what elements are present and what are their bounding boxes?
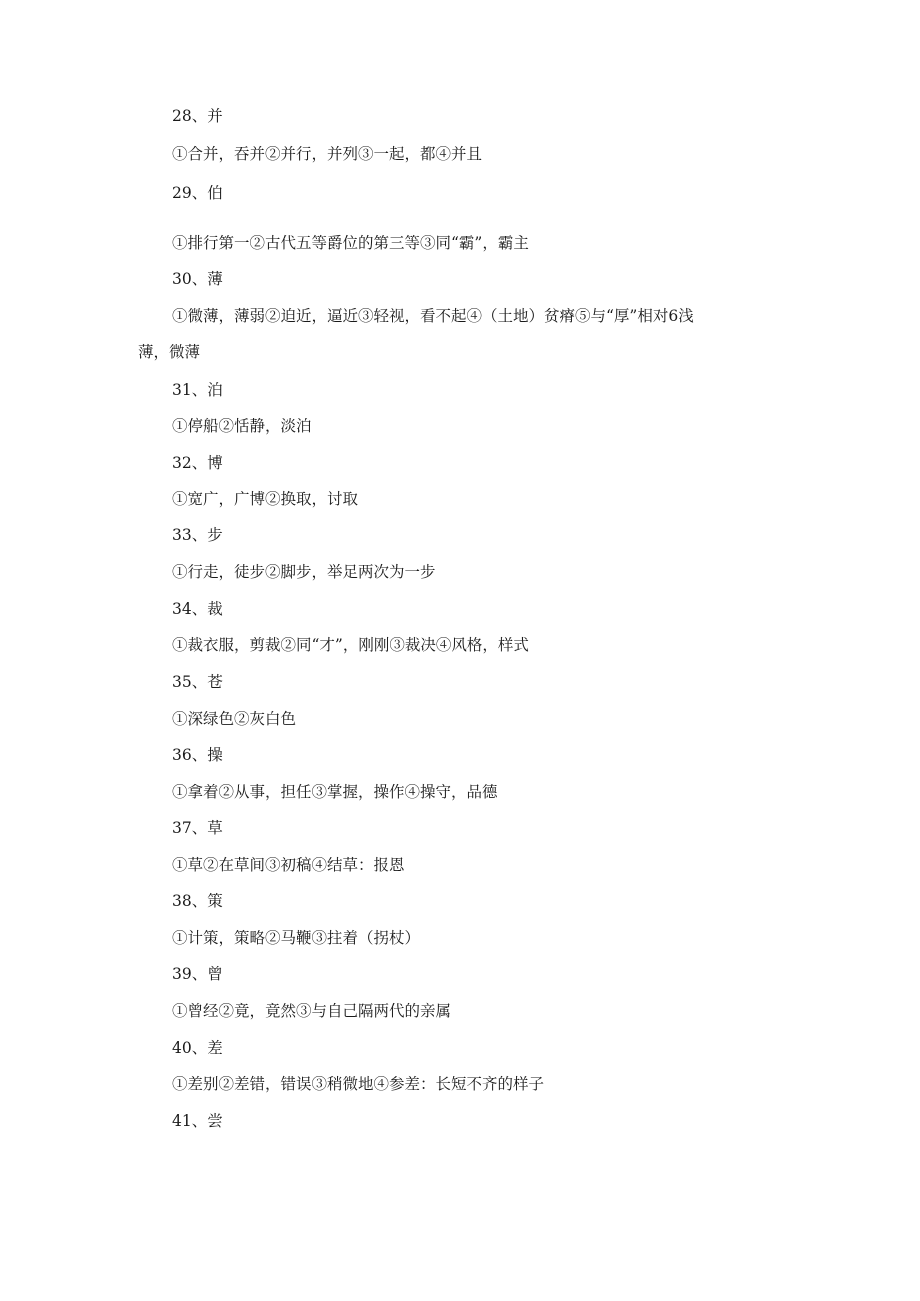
entry-heading: 29、伯 — [172, 184, 223, 202]
entry-heading: 39、曾 — [172, 965, 223, 983]
entry-definition: ①合并，吞并②并行，并列③一起，都④并且 — [172, 145, 483, 163]
entry-heading: 32、博 — [172, 454, 223, 472]
entry-heading: 38、策 — [172, 892, 223, 910]
entry-definition: ①曾经②竟，竟然③与自己隔两代的亲属 — [172, 1002, 452, 1020]
entry-heading: 35、苍 — [172, 673, 223, 691]
entry-heading: 34、裁 — [172, 600, 223, 618]
entry-definition-continued: 薄，微薄 — [138, 343, 201, 361]
entry-heading: 36、操 — [172, 746, 223, 764]
entry-definition: ①停船②恬静，淡泊 — [172, 417, 312, 435]
entry-definition: ①宽广，广博②换取，讨取 — [172, 490, 359, 508]
entry-definition: ①差别②差错，错误③稍微地④参差：长短不齐的样子 — [172, 1075, 545, 1093]
entry-definition: ①行走，徒步②脚步，举足两次为一步 — [172, 563, 436, 581]
entry-heading: 37、草 — [172, 819, 223, 837]
entry-definition: ①微薄，薄弱②迫近，逼近③轻视，看不起④（土地）贫瘠⑤与“厚”相对6浅 — [172, 307, 694, 325]
entry-definition: ①裁衣服，剪裁②同“才”，刚刚③裁决④风格，样式 — [172, 636, 529, 654]
entry-definition: ①拿着②从事，担任③掌握，操作④操守，品德 — [172, 783, 498, 801]
entry-heading: 40、差 — [172, 1039, 223, 1057]
entry-definition: ①计策，策略②马鞭③拄着（拐杖） — [172, 929, 421, 947]
entry-definition: ①深绿色②灰白色 — [172, 710, 297, 728]
entry-heading: 28、并 — [172, 107, 223, 125]
entry-heading: 41、尝 — [172, 1112, 223, 1130]
entry-heading: 31、泊 — [172, 381, 223, 399]
entry-heading: 33、步 — [172, 526, 223, 544]
entry-heading: 30、薄 — [172, 270, 223, 288]
entry-definition: ①排行第一②古代五等爵位的第三等③同“霸”，霸主 — [172, 234, 529, 252]
entry-definition: ①草②在草间③初稿④结草：报恩 — [172, 856, 405, 874]
